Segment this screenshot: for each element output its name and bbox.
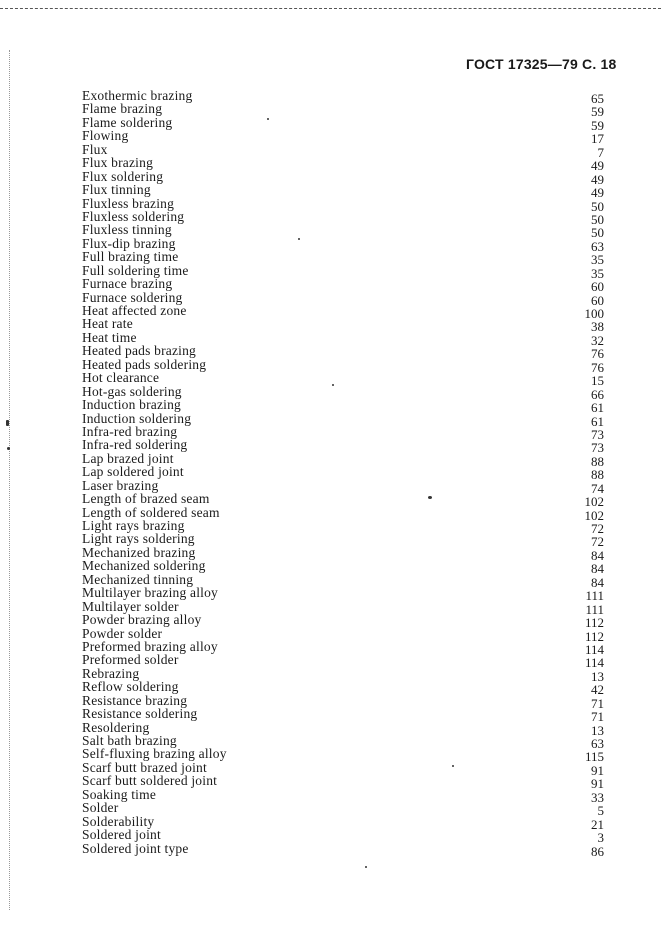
index-term: Resistance soldering — [82, 706, 198, 722]
index-entry — [82, 195, 604, 214]
glossary-index — [82, 88, 604, 859]
index-page-number: 17 — [591, 131, 604, 147]
index-term: Flame soldering — [82, 114, 173, 130]
index-page-number: 84 — [591, 561, 604, 577]
index-term: Salt bath brazing — [82, 733, 177, 748]
index-entry — [82, 383, 604, 402]
index-entry — [82, 141, 604, 160]
index-page-number: 115 — [584, 749, 604, 765]
index-page-number: 49 — [591, 158, 604, 174]
index-entry — [82, 222, 604, 241]
index-entry — [82, 235, 604, 254]
index-term: Scarf butt soldered joint — [82, 773, 218, 789]
index-page-number: 35 — [591, 252, 604, 268]
index-entry — [82, 155, 604, 174]
index-page-number: 13 — [591, 668, 604, 684]
index-entry — [82, 719, 604, 738]
scan-speck — [7, 447, 10, 450]
index-term: Resistance brazing — [82, 692, 188, 708]
index-page-number: 112 — [584, 615, 604, 631]
index-page-number: 76 — [591, 346, 604, 362]
index-entry — [82, 692, 604, 711]
index-term: Fluxless soldering — [82, 208, 185, 224]
index-page-number: 65 — [591, 91, 604, 106]
index-term: Soaking time — [82, 786, 157, 802]
index-term: Light rays brazing — [82, 518, 185, 533]
index-entry — [82, 558, 604, 577]
index-entry — [82, 759, 604, 778]
index-term: Mechanized soldering — [82, 558, 206, 574]
index-entry — [82, 276, 604, 295]
index-term: Furnace soldering — [82, 289, 183, 305]
index-term: Hot clearance — [82, 370, 160, 386]
index-page-number: 73 — [591, 426, 604, 442]
index-term: Soldered joint — [82, 827, 161, 843]
index-entry — [82, 249, 604, 268]
index-page-number: 61 — [591, 413, 604, 429]
index-entry — [82, 423, 604, 442]
index-page-number: 102 — [584, 494, 604, 510]
index-page-number: 112 — [584, 628, 604, 644]
index-entry — [82, 477, 604, 496]
index-page-number: 61 — [591, 400, 604, 416]
index-page-number: 86 — [591, 843, 604, 859]
index-term: Light rays soldering — [82, 531, 195, 547]
index-entry — [82, 329, 604, 348]
index-term: Full soldering time — [82, 262, 189, 278]
index-page-number: 50 — [591, 198, 604, 214]
index-term: Length of soldered seam — [82, 504, 220, 520]
index-term: Resoldering — [82, 719, 150, 735]
index-entry — [82, 437, 604, 456]
index-entry — [82, 343, 604, 362]
index-term: Laser brazing — [82, 477, 159, 493]
index-term: Multilayer solder — [82, 598, 179, 614]
index-entry — [82, 706, 604, 725]
index-term: Induction brazing — [82, 397, 181, 413]
index-entry — [82, 464, 604, 483]
index-page-number: 76 — [591, 359, 604, 375]
index-entry — [82, 773, 604, 792]
index-entry — [82, 585, 604, 604]
index-term: Preformed brazing alloy — [82, 638, 218, 654]
index-term: Exothermic brazing — [82, 88, 193, 103]
index-page-number: 59 — [591, 117, 604, 133]
scan-speck — [428, 496, 432, 499]
index-page-number: 50 — [591, 211, 604, 227]
index-entry — [82, 638, 604, 657]
index-term: Hot-gas soldering — [82, 383, 182, 399]
index-term: Powder solder — [82, 625, 163, 641]
index-page-number: 84 — [591, 574, 604, 590]
index-page-number: 50 — [591, 225, 604, 241]
left-margin-edge — [9, 50, 10, 910]
index-entry — [82, 518, 604, 536]
index-entry — [82, 571, 604, 590]
index-page-number: 49 — [591, 185, 604, 201]
index-term: Heat time — [82, 329, 137, 345]
index-term: Soldered joint type — [82, 840, 189, 856]
index-page-number: 72 — [591, 534, 604, 550]
index-entry — [82, 665, 604, 684]
index-entry — [82, 289, 604, 308]
scan-speck — [332, 384, 334, 386]
index-term: Heat affected zone — [82, 303, 187, 318]
index-page-number: 59 — [591, 104, 604, 120]
index-entry — [82, 746, 604, 765]
index-entry — [82, 598, 604, 617]
index-page-number: 102 — [584, 507, 604, 523]
index-page-number: 21 — [591, 816, 604, 832]
index-entry — [82, 813, 604, 832]
index-term: Infra-red brazing — [82, 423, 178, 439]
index-page-number: 91 — [591, 776, 604, 792]
scan-speck — [298, 238, 300, 240]
index-entry — [82, 612, 604, 631]
index-page-number: 91 — [591, 762, 604, 778]
index-term: Lap soldered joint — [82, 464, 184, 480]
index-page-number: 49 — [591, 171, 604, 187]
index-term: Flux tinning — [82, 182, 151, 198]
index-term: Length of brazed seam — [82, 491, 210, 507]
index-term: Furnace brazing — [82, 276, 173, 292]
index-page-number: 63 — [591, 736, 604, 751]
index-entry — [82, 397, 604, 416]
index-entry — [82, 316, 604, 335]
index-page-number: 114 — [584, 641, 604, 657]
index-page-number: 84 — [591, 547, 604, 563]
index-term: Full brazing time — [82, 249, 179, 265]
index-page-number: 42 — [591, 682, 604, 698]
index-entry — [82, 800, 604, 819]
index-entry — [82, 356, 604, 375]
index-page-number: 60 — [591, 292, 604, 308]
index-term: Heated pads soldering — [82, 356, 207, 372]
index-page-number: 111 — [585, 588, 604, 604]
index-entry — [82, 208, 604, 227]
index-page-number: 33 — [591, 789, 604, 805]
index-term: Flux — [82, 141, 108, 157]
index-term: Reflow soldering — [82, 679, 179, 695]
index-term: Multilayer brazing alloy — [82, 585, 219, 601]
index-entry — [82, 652, 604, 671]
index-page-number: 63 — [591, 238, 604, 254]
index-term: Rebrazing — [82, 665, 140, 681]
index-term: Lap brazed joint — [82, 450, 174, 466]
index-page-number: 74 — [591, 480, 604, 496]
index-entry — [82, 262, 604, 281]
index-term: Fluxless tinning — [82, 222, 172, 238]
scan-speck — [452, 765, 454, 767]
index-entry — [82, 827, 604, 846]
index-page-number: 15 — [591, 373, 604, 389]
index-term: Flame brazing — [82, 101, 163, 117]
index-entry — [82, 303, 604, 321]
index-page-number: 7 — [597, 144, 604, 160]
index-term: Heat rate — [82, 316, 133, 332]
index-term: Powder brazing alloy — [82, 612, 202, 628]
index-term: Flux soldering — [82, 168, 164, 184]
page-header: ГОСТ 17325—79 С. 18 — [466, 56, 617, 72]
scan-speck — [365, 866, 367, 868]
index-page-number: 114 — [584, 655, 604, 671]
index-term: Flowing — [82, 128, 129, 144]
index-entry — [82, 128, 604, 147]
index-entry — [82, 114, 604, 133]
index-term: Infra-red soldering — [82, 437, 188, 453]
index-term: Solderability — [82, 813, 155, 829]
index-entry — [82, 370, 604, 389]
index-entry — [82, 544, 604, 563]
index-term: Mechanized tinning — [82, 571, 194, 587]
index-entry — [82, 679, 604, 698]
index-term: Heated pads brazing — [82, 343, 197, 359]
index-term: Fluxless brazing — [82, 195, 175, 211]
index-page-number: 32 — [591, 332, 604, 348]
index-page-number: 100 — [584, 306, 604, 321]
index-page-number: 38 — [591, 319, 604, 335]
index-entry — [82, 786, 604, 805]
index-page-number: 111 — [585, 601, 604, 617]
index-entry — [82, 840, 604, 859]
index-term: Flux brazing — [82, 155, 154, 171]
index-term: Solder — [82, 800, 119, 816]
index-page-number: 72 — [591, 521, 604, 536]
index-page-number: 13 — [591, 722, 604, 738]
index-page-number: 60 — [591, 279, 604, 295]
index-entry — [82, 168, 604, 187]
index-page-number: 35 — [591, 265, 604, 281]
scan-speck — [267, 118, 269, 120]
index-page-number: 88 — [591, 467, 604, 483]
index-term: Flux-dip brazing — [82, 235, 176, 251]
index-entry — [82, 531, 604, 550]
scan-speck — [6, 420, 9, 426]
index-term: Induction soldering — [82, 410, 192, 426]
index-entry — [82, 101, 604, 120]
index-page-number: 71 — [591, 695, 604, 711]
index-page-number: 5 — [597, 803, 604, 819]
index-entry — [82, 182, 604, 201]
index-page-number: 3 — [597, 830, 604, 846]
index-entry — [82, 88, 604, 106]
top-scan-rule — [0, 8, 661, 9]
index-entry — [82, 625, 604, 644]
index-term: Self-fluxing brazing alloy — [82, 746, 227, 762]
index-entry — [82, 410, 604, 429]
index-page-number: 71 — [591, 709, 604, 725]
index-term: Preformed solder — [82, 652, 179, 668]
index-entry — [82, 450, 604, 469]
index-entry — [82, 733, 604, 751]
index-page-number: 88 — [591, 453, 604, 469]
index-entry — [82, 504, 604, 523]
index-entry — [82, 491, 604, 510]
index-term: Mechanized brazing — [82, 544, 196, 560]
index-page-number: 73 — [591, 440, 604, 456]
index-term: Scarf butt brazed joint — [82, 759, 207, 775]
index-page-number: 66 — [591, 386, 604, 402]
